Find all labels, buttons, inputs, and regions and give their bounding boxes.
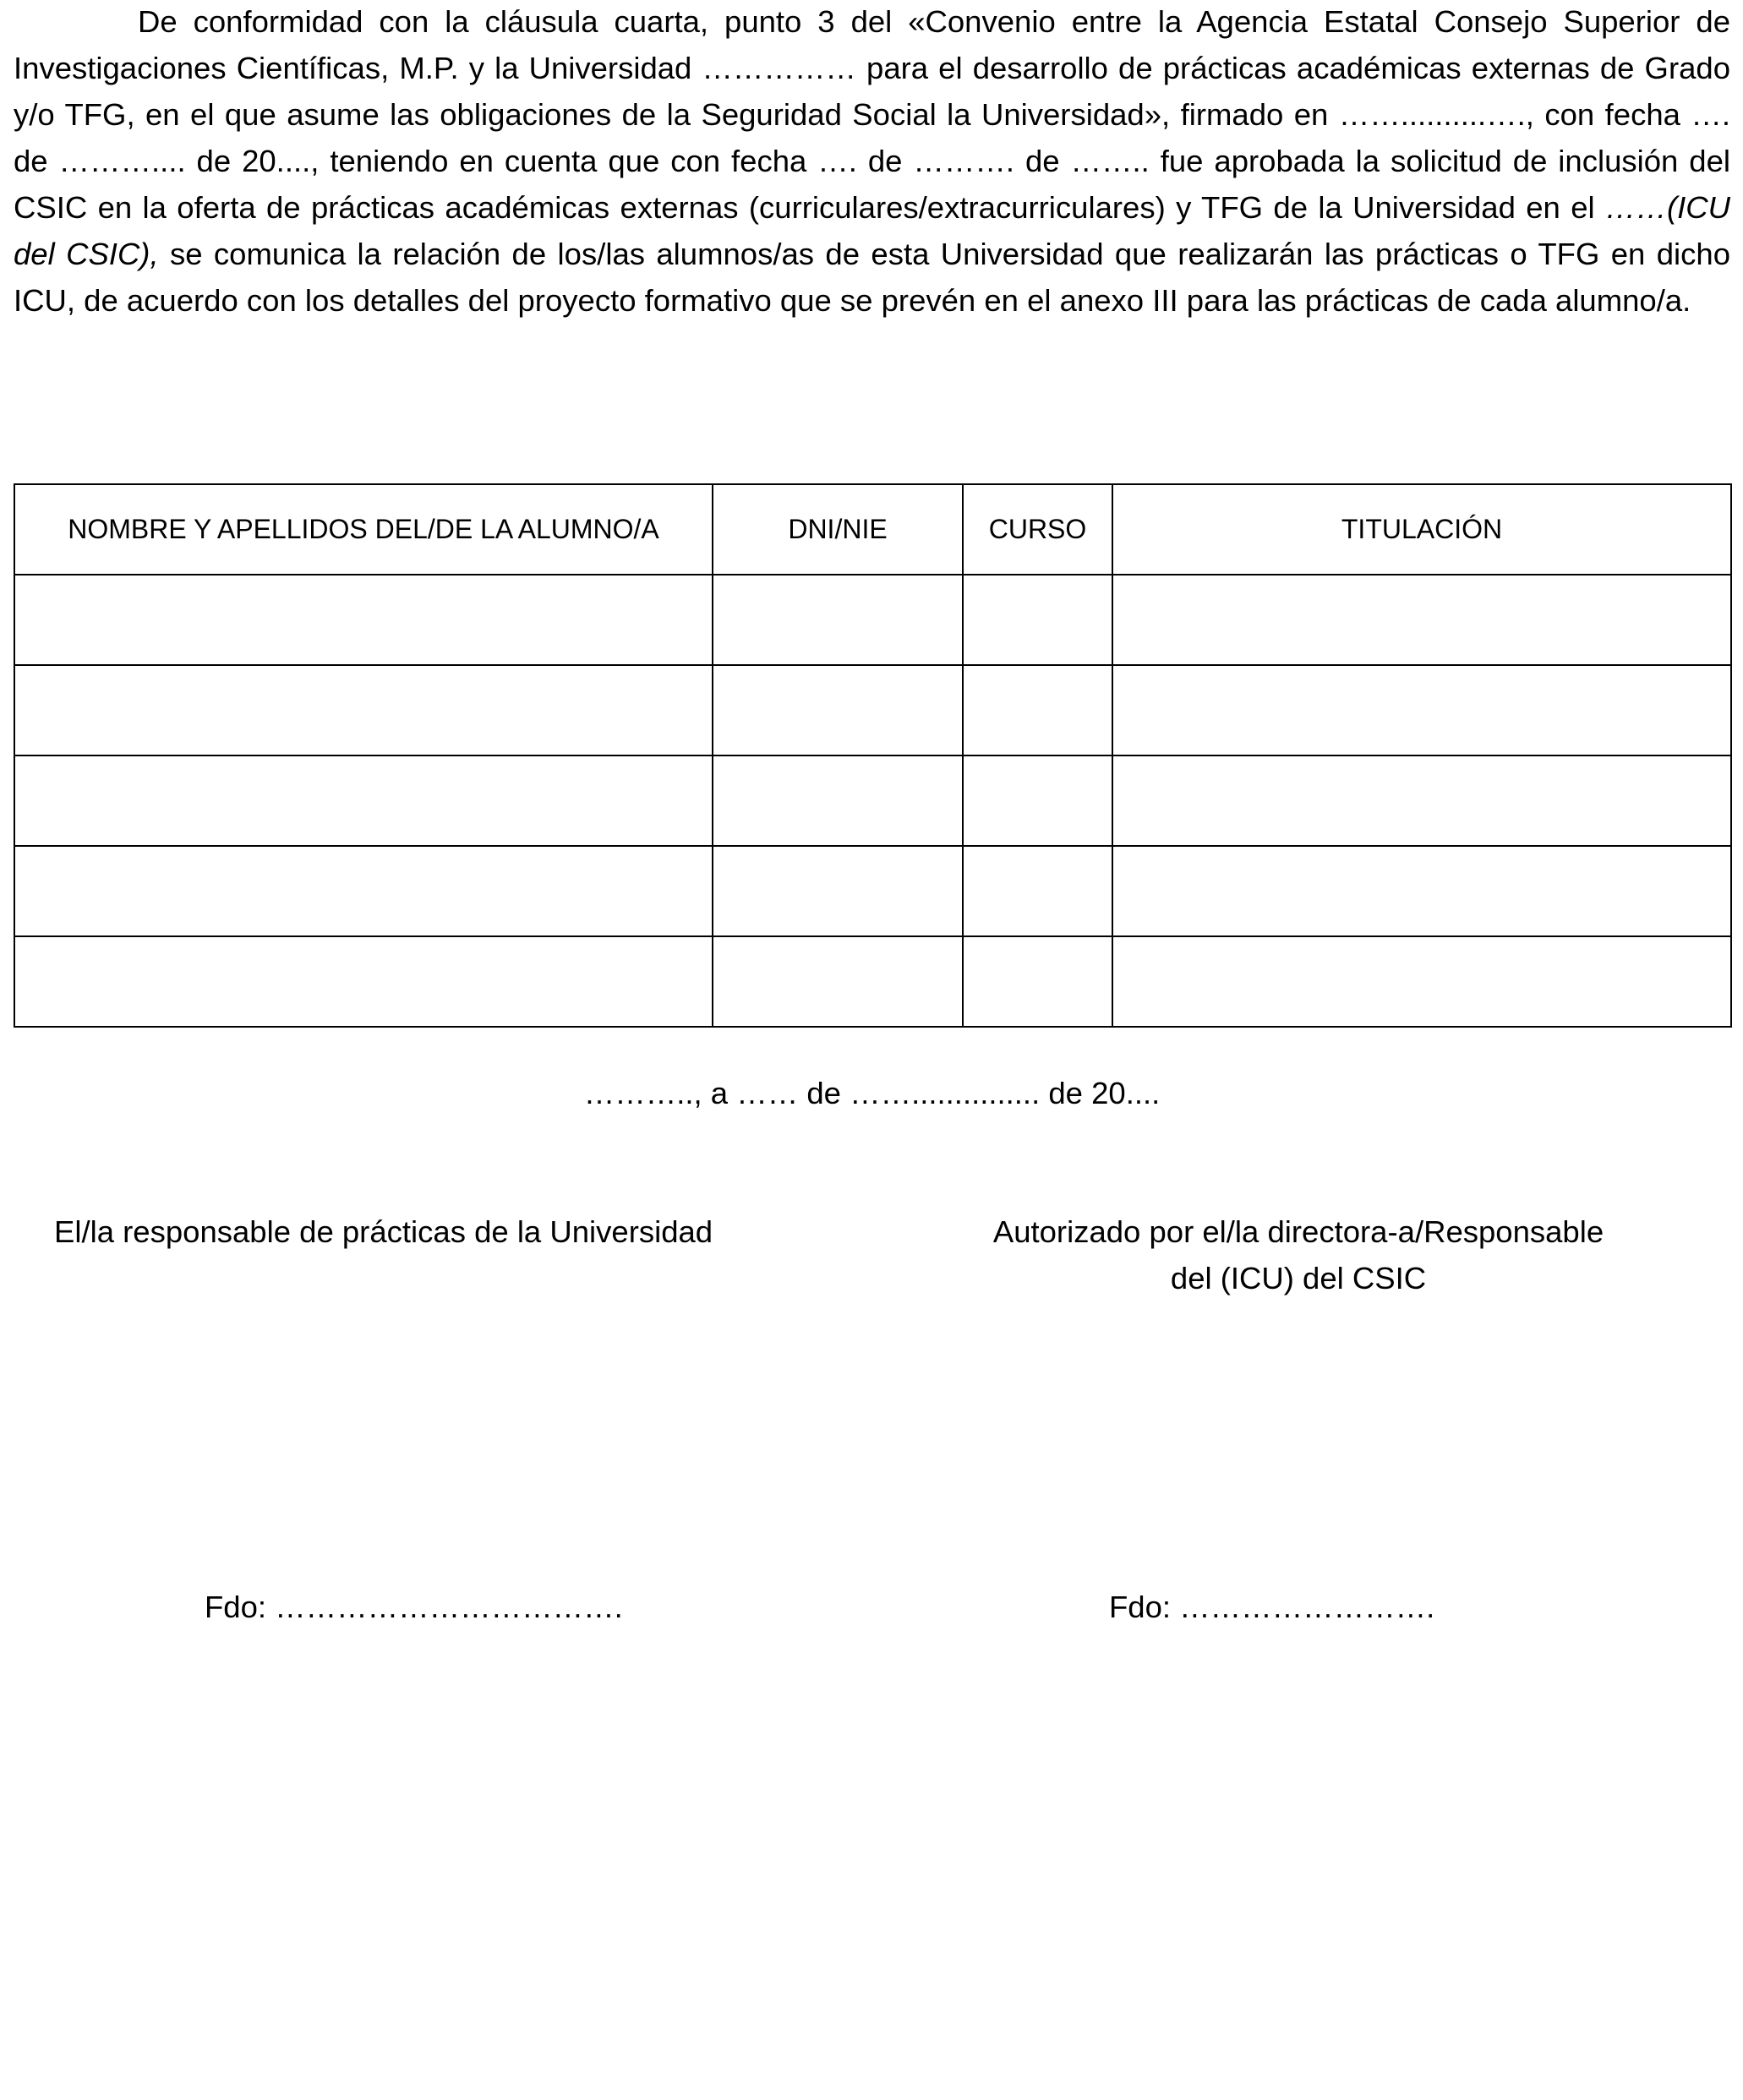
cell-dni[interactable] (713, 846, 963, 936)
cell-titulacion[interactable] (1112, 936, 1731, 1027)
university-signature-line: Fdo: ……………………………. (205, 1590, 623, 1624)
intro-paragraph (14, 0, 1730, 324)
table-row (14, 936, 1731, 1027)
table-row (14, 755, 1731, 846)
intro-text-start: De conformidad con la cláusula cuarta, punto 3 del «Convenio entre la Agencia Estatal Consejo Superior de Investigaciones Científicas, M.P. y la Universidad …………… para el desarrollo de prácticas académicas externas de Grado y/o TFG, en el que asume las obligaciones de la Seguridad Social la Universidad», firmado en ……..........…., con fecha …. de ……….... de 20...., teniendo en cuenta que con fecha …. de ………. de …….. fue aprobada la solicitud de inclusión del CSIC en la oferta de prácticas académicas externas (curriculares/extracurriculares) y TFG de la Universidad en el (14, 4, 1730, 225)
cell-nombre[interactable] (14, 665, 713, 755)
students-table (14, 483, 1732, 1028)
cell-dni[interactable] (713, 665, 963, 755)
cell-titulacion[interactable] (1112, 846, 1731, 936)
table-row (14, 575, 1731, 665)
header-dni: DNI/NIE (713, 484, 963, 575)
cell-nombre[interactable] (14, 575, 713, 665)
csic-signature-line: Fdo: ……………………. (1109, 1590, 1435, 1624)
cell-dni[interactable] (713, 936, 963, 1027)
cell-curso[interactable] (963, 846, 1112, 936)
cell-curso[interactable] (963, 665, 1112, 755)
cell-titulacion[interactable] (1112, 755, 1731, 846)
csic-signatory-title (918, 1208, 1679, 1301)
cell-curso[interactable] (963, 936, 1112, 1027)
table-row (14, 846, 1731, 936)
cell-dni[interactable] (713, 575, 963, 665)
cell-titulacion[interactable] (1112, 665, 1731, 755)
table-row (14, 665, 1731, 755)
cell-titulacion[interactable] (1112, 575, 1731, 665)
cell-nombre[interactable] (14, 846, 713, 936)
intro-text-end: se comunica la relación de los/las alumnos/as de esta Universidad que realizarán las prácticas o TFG en dicho ICU, de acuerdo con los detalles del proyecto formativo que se prevén en el anexo III para las prácticas de cada alumno/a. (14, 237, 1730, 318)
csic-signatory-title-line1: Autorizado por el/la directora-a/Responsable (992, 1214, 1604, 1249)
university-signatory-title: El/la responsable de prácticas de la Universidad (54, 1214, 713, 1249)
cell-curso[interactable] (963, 575, 1112, 665)
header-nombre: NOMBRE Y APELLIDOS DEL/DE LA ALUMNO/A (14, 484, 713, 575)
header-curso: CURSO (963, 484, 1112, 575)
cell-curso[interactable] (963, 755, 1112, 846)
cell-nombre[interactable] (14, 936, 713, 1027)
header-titulacion: TITULACIÓN (1112, 484, 1731, 575)
cell-dni[interactable] (713, 755, 963, 846)
intro-icu-placeholder: ……(ICU del CSIC), (14, 190, 1730, 271)
document-page (14, 0, 1730, 2100)
csic-signatory-title-line2: del (ICU) del CSIC (1170, 1261, 1427, 1295)
cell-nombre[interactable] (14, 755, 713, 846)
place-date-line: ……….., a …… de ……............... de 20.... (583, 1076, 1161, 1110)
table-header-row (14, 484, 1731, 575)
